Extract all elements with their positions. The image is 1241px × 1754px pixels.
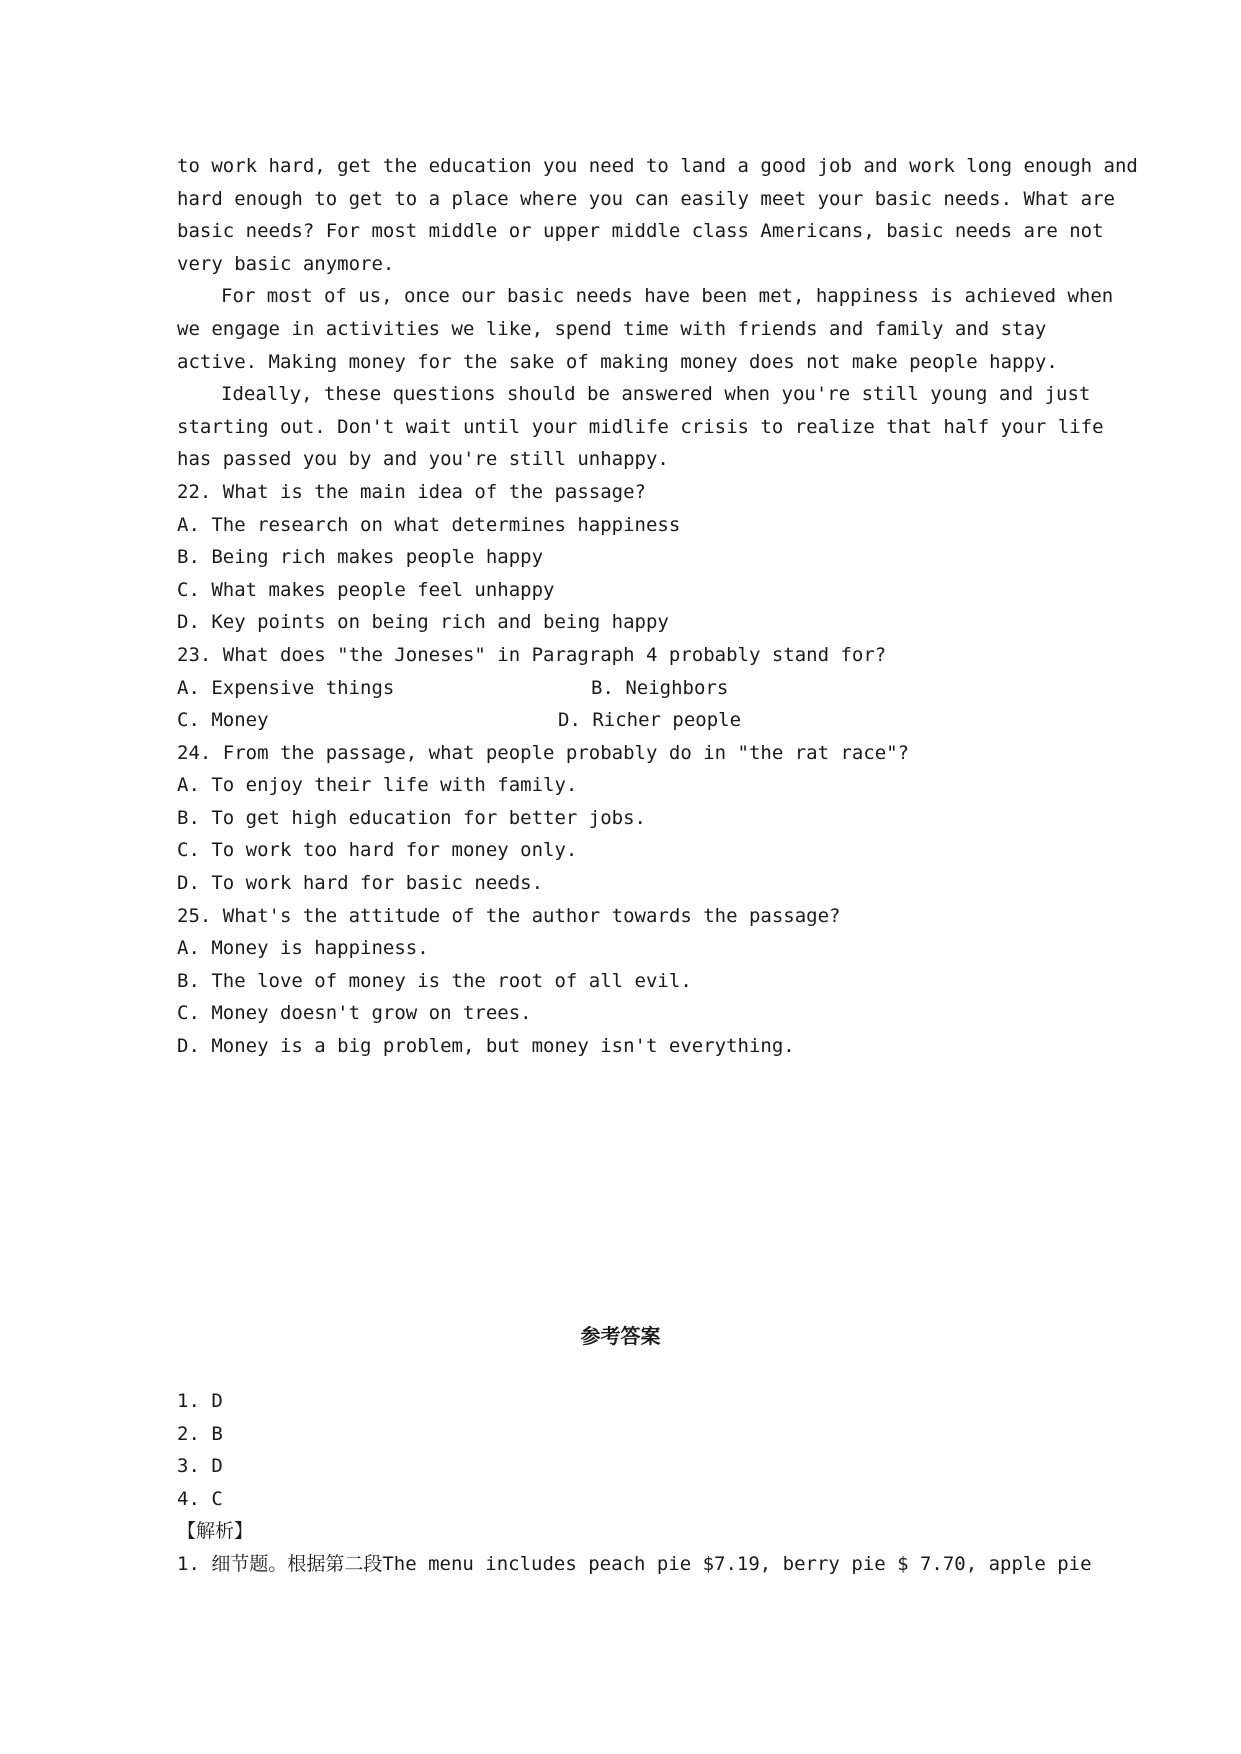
answer-option: B. The love of money is the root of all evil.: [177, 969, 692, 992]
answer-option: B. Neighbors: [591, 676, 729, 699]
answer-key: [177, 1385, 1097, 1581]
question-stem: 24. From the passage, what people probably do in "the rat race"?: [177, 741, 910, 764]
passage-line: very basic anymore.: [177, 252, 395, 275]
passage-line: basic needs? For most middle or upper middle class Americans, basic needs are not: [177, 220, 1104, 243]
question-stem: 23. What does "the Joneses" in Paragraph 4 probably stand for?: [177, 643, 887, 666]
analysis-line: 1. 细节题。根据第二段The menu includes peach pie $7.19, berry pie $ 7.70, apple pie: [177, 1552, 1092, 1575]
answer-option: A. Money is happiness.: [177, 937, 429, 960]
question-stem: 25. What's the attitude of the author towards the passage?: [177, 904, 841, 927]
answer-option: A. To enjoy their life with family.: [177, 774, 578, 797]
passage-line: to work hard, get the education you need to land a good job and work long enough and: [177, 155, 1138, 177]
answer-option: D. Money is a big problem, but money isn't everything.: [177, 1035, 795, 1058]
passage-line: For most of us, once our basic needs have been met, happiness is achieved when: [221, 285, 1114, 308]
answers-title: 参考答案: [580, 1324, 661, 1348]
answer-option: D. Richer people: [558, 709, 742, 732]
passage-and-questions: [177, 150, 1138, 1063]
answer-option: D. Key points on being rich and being happy: [177, 611, 669, 634]
answer-option: C. Money: [177, 709, 269, 732]
question-stem: 22. What is the main idea of the passage?: [177, 480, 646, 503]
passage-line: hard enough to get to a place where you can easily meet your basic needs. What are: [177, 187, 1115, 210]
answer-option: C. What makes people feel unhappy: [177, 578, 555, 601]
answer-option: C. Money doesn't grow on trees.: [177, 1002, 532, 1025]
passage-line: Ideally, these questions should be answered when you're still young and just: [221, 383, 1091, 406]
answer-key-item: 3. D: [177, 1455, 223, 1478]
passage-line: has passed you by and you're still unhappy.: [177, 448, 669, 471]
answer-option: A. Expensive things: [177, 676, 395, 699]
answer-key-item: 4. C: [177, 1487, 223, 1510]
answer-option: C. To work too hard for money only.: [177, 839, 578, 862]
answer-option: A. The research on what determines happiness: [177, 513, 681, 536]
passage-line: active. Making money for the sake of making money does not make people happy.: [177, 350, 1058, 373]
answer-option: B. To get high education for better jobs.: [177, 806, 646, 829]
passage-line: starting out. Don't wait until your midlife crisis to realize that half your life: [177, 415, 1104, 438]
answer-key-item: 1. D: [177, 1390, 223, 1412]
option-row: [177, 672, 1097, 705]
answer-option: B. Being rich makes people happy: [177, 546, 544, 569]
option-row: [177, 704, 1097, 737]
passage-line: we engage in activities we like, spend time with friends and family and stay: [177, 317, 1047, 340]
answer-option: D. To work hard for basic needs.: [177, 872, 544, 895]
analysis-label: 【解析】: [177, 1520, 254, 1543]
answer-key-item: 2. B: [177, 1422, 223, 1445]
